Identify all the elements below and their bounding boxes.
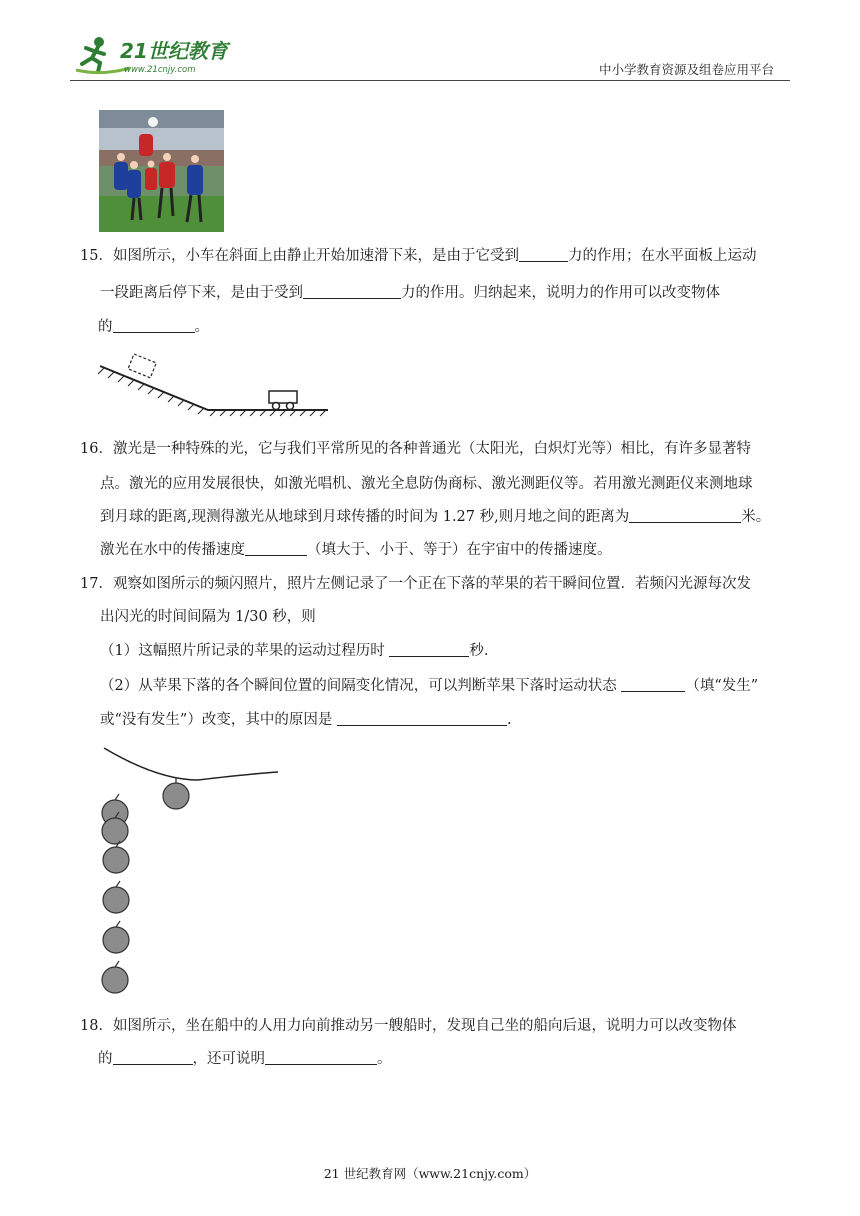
apple-frame-6 xyxy=(102,967,128,993)
q15-line-3: 的 。 xyxy=(98,319,209,335)
q16-blank-1[interactable] xyxy=(629,508,741,523)
header-divider xyxy=(70,80,790,81)
q17-blank-1[interactable] xyxy=(389,642,469,657)
q16-line-3: 到月球的距离,现测得激光从地球到月球传播的时间为 1.27 秒,则月地之间的距离为 米。 xyxy=(100,509,771,525)
platform-name: 中小学教育资源及组卷应用平台 xyxy=(598,62,774,77)
q17-sub-2: （2）从苹果下落的各个瞬间位置的间隔变化情况，可以判断苹果下落时运动状态 （填“发生” xyxy=(100,678,759,694)
q18-line-2: 的 ，还可说明 。 xyxy=(98,1051,392,1067)
apple-frame-5 xyxy=(103,927,129,953)
soccer-photo xyxy=(99,110,224,232)
cart-on-incline xyxy=(128,354,156,378)
q18-line-1: 18．如图所示，坐在船中的人用力向前推动另一艘船时，发现自己坐的船向后退，说明力可以改变物体 xyxy=(80,1018,737,1034)
apple-frame-3 xyxy=(103,847,129,873)
apple-frame-4 xyxy=(103,887,129,913)
q17-line-1: 17．观察如图所示的频闪照片，照片左侧记录了一个正在下落的苹果的若干瞬间位置．若频闪光源每次发 xyxy=(80,576,751,592)
apple-frame-2 xyxy=(102,818,128,844)
q16-line-1: 16．激光是一种特殊的光，它与我们平常所见的各种普通光（太阳光，白炽灯光等）相比，有许多显著特 xyxy=(80,441,751,457)
q17-line-2: 出闪光的时间间隔为 1/30 秒，则 xyxy=(100,609,316,625)
q17-sub-2-cont: 或“没有发生”）改变，其中的原因是 . xyxy=(100,712,512,728)
q18-blank-1[interactable] xyxy=(113,1050,193,1065)
q16-line-2: 点。激光的应用发展很快，如激光唱机、激光全息防伪商标、激光测距仪等。若用激光测距仪来测地球 xyxy=(100,476,753,492)
site-logo xyxy=(72,30,247,78)
q15-blank-1[interactable] xyxy=(519,247,568,262)
q17-sub-1: （1）这幅照片所记录的苹果的运动过程历时 秒. xyxy=(100,643,489,659)
q18-blank-2[interactable] xyxy=(265,1050,377,1065)
q15-line-2: 一段距离后停下来，是由于受到 力的作用。归纳起来，说明力的作用可以改变物体 xyxy=(100,285,720,301)
svg-text:www.21cnjy.com: www.21cnjy.com xyxy=(124,65,196,75)
q15-blank-2[interactable] xyxy=(303,284,401,299)
q16-line-4: 激光在水中的传播速度 （填大于、小于、等于）在宇宙中的传播速度。 xyxy=(100,542,612,558)
q16-blank-2[interactable] xyxy=(245,541,307,556)
q15-blank-3[interactable] xyxy=(113,318,195,333)
q17-blank-2[interactable] xyxy=(621,677,685,692)
q15-line-1: 15．如图所示，小车在斜面上由静止开始加速滑下来，是由于它受到 力的作用；在水平面板上运动 xyxy=(80,248,757,264)
page-footer: 21 世纪教育网（www.21cnjy.com） xyxy=(323,1166,537,1181)
svg-text:21世纪教育: 21世纪教育 xyxy=(120,39,228,63)
incline-diagram xyxy=(98,350,330,420)
cart-on-floor xyxy=(269,391,297,410)
apple-hanging xyxy=(163,783,189,809)
q17-blank-3[interactable] xyxy=(337,711,507,726)
falling-apple-diagram xyxy=(98,742,282,998)
